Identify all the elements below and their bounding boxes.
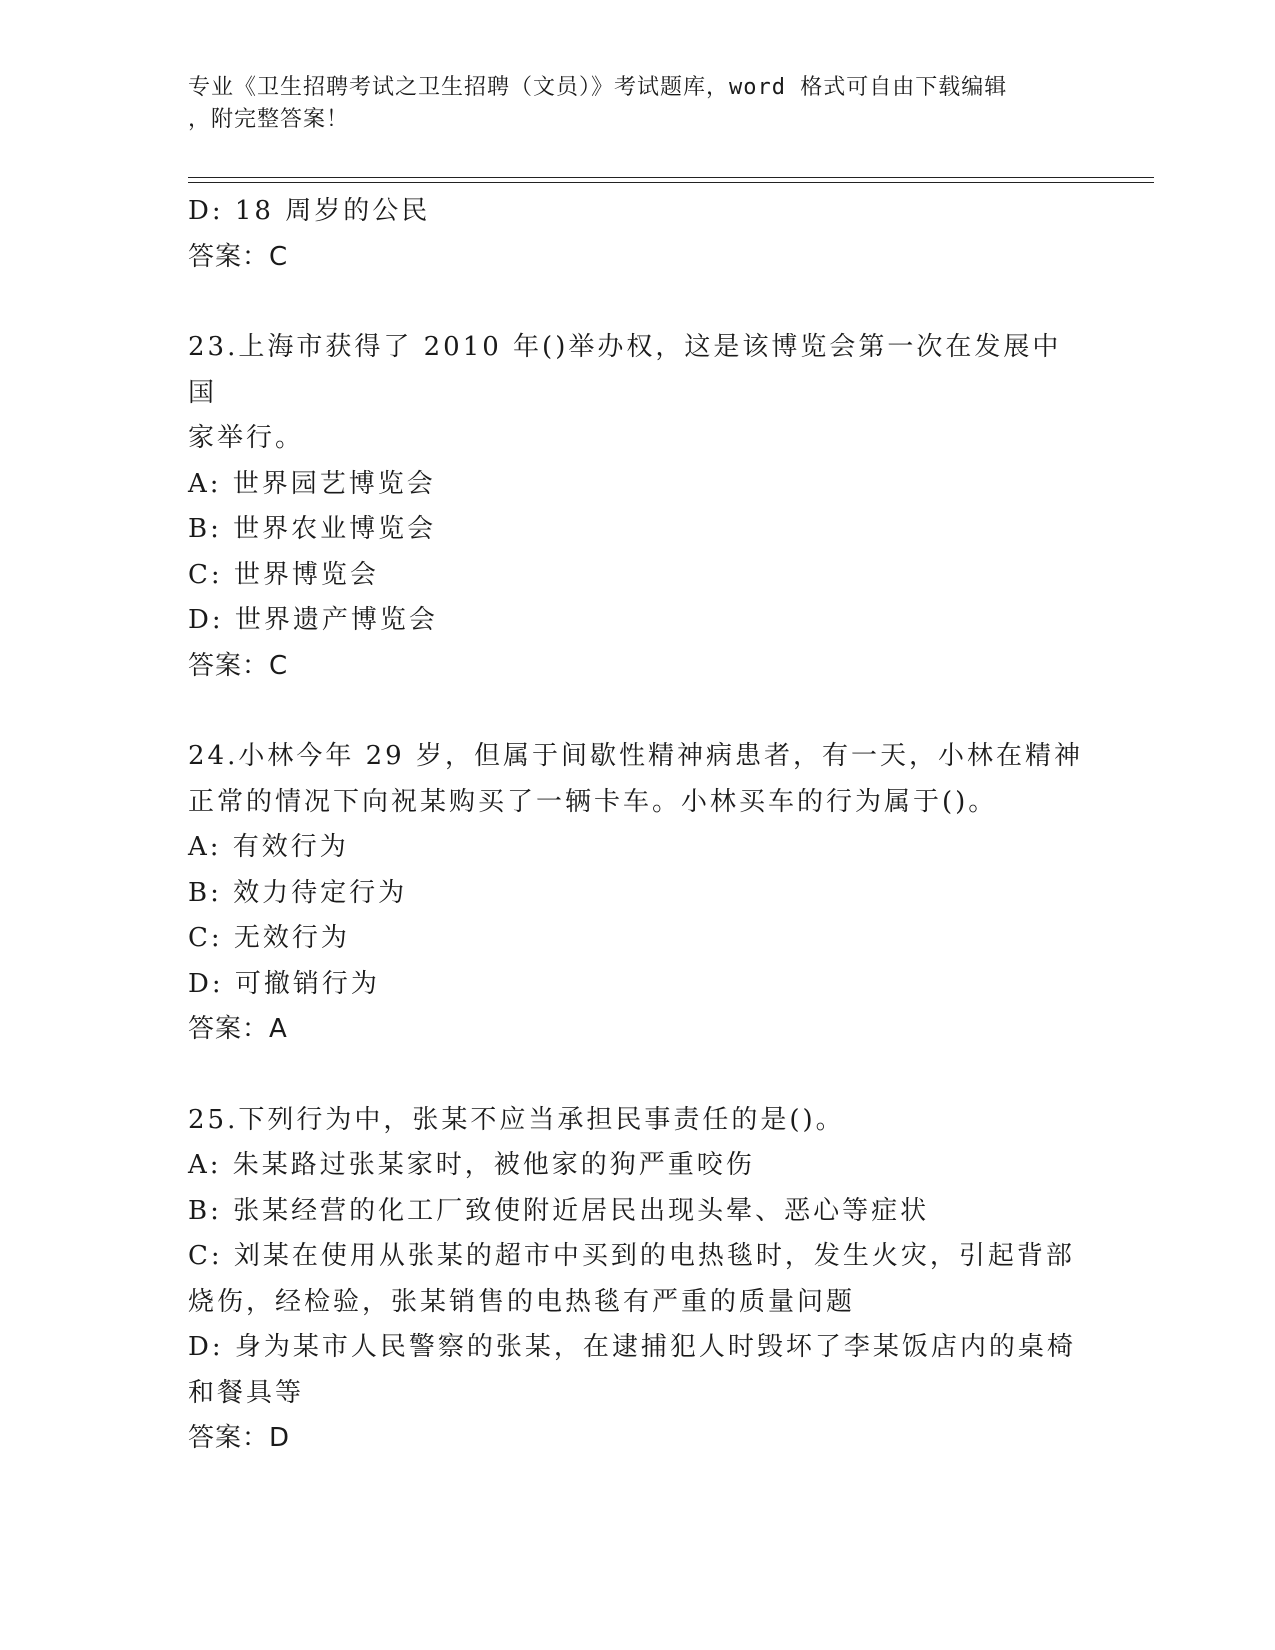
option-c: C: 世界博览会 <box>188 559 379 590</box>
option-d: D: 可撤销行为 <box>188 968 380 999</box>
header-line-2: ，附完整答案！ <box>188 107 350 132</box>
question-stem: 25.下列行为中，张某不应当承担民事责任的是()。 <box>188 1104 845 1135</box>
answer-line: 答案：C <box>188 241 289 272</box>
question-stem-cont: 家举行。 <box>188 423 305 453</box>
option-d: D: 身为某市人民警察的张某，在逮捕犯人时毁坏了李某饭店内的桌椅 <box>188 1332 1076 1362</box>
header-divider-top <box>188 177 1154 178</box>
question-list <box>188 189 1088 1462</box>
answer-line: 答案：C <box>188 650 289 681</box>
option-a: A: 有效行为 <box>188 832 349 862</box>
question-25 <box>188 1098 1088 1462</box>
option-c: C: 无效行为 <box>188 923 350 953</box>
header-divider-bottom <box>188 182 1154 183</box>
option-b: B: 张某经营的化工厂致使附近居民出现头晕、恶心等症状 <box>188 1195 930 1226</box>
document-header <box>188 72 1088 136</box>
question-stem-cont: 正常的情况下向祝某购买了一辆卡车。小林买车的行为属于()。 <box>188 786 998 817</box>
option-b: B: 效力待定行为 <box>188 877 408 908</box>
option-c-cont: 烧伤，经检验，张某销售的电热毯有严重的质量问题 <box>188 1286 856 1317</box>
question-24 <box>188 734 1088 1053</box>
spacer <box>188 1053 1088 1098</box>
header-line-1: 专业《卫生招聘考试之卫生招聘（文员）》考试题库，word 格式可自由下载编辑 <box>188 75 1008 100</box>
answer-line: 答案：A <box>188 1014 288 1044</box>
answer-line: 答案：D <box>188 1423 291 1453</box>
question-22-tail <box>188 189 1088 280</box>
option-d: D: 世界遗产博览会 <box>188 605 438 635</box>
option-a: A: 世界园艺博览会 <box>188 468 436 499</box>
question-stem: 23.上海市获得了 2010 年()举办权，这是该博览会第一次在发展中国 <box>188 332 1062 408</box>
spacer <box>188 689 1088 734</box>
option-b: B: 世界农业博览会 <box>188 514 437 544</box>
question-stem: 24.小林今年 29 岁，但属于间歇性精神病患者，有一天，小林在精神 <box>188 741 1083 771</box>
question-23 <box>188 325 1088 689</box>
option-d: D: 18 周岁的公民 <box>188 196 431 226</box>
option-d-cont: 和餐具等 <box>188 1377 305 1408</box>
option-c: C: 刘某在使用从张某的超市中买到的电热毯时，发生火灾，引起背部 <box>188 1241 1075 1271</box>
option-a: A: 朱某路过张某家时，被他家的狗严重咬伤 <box>188 1150 755 1180</box>
spacer <box>188 280 1088 325</box>
